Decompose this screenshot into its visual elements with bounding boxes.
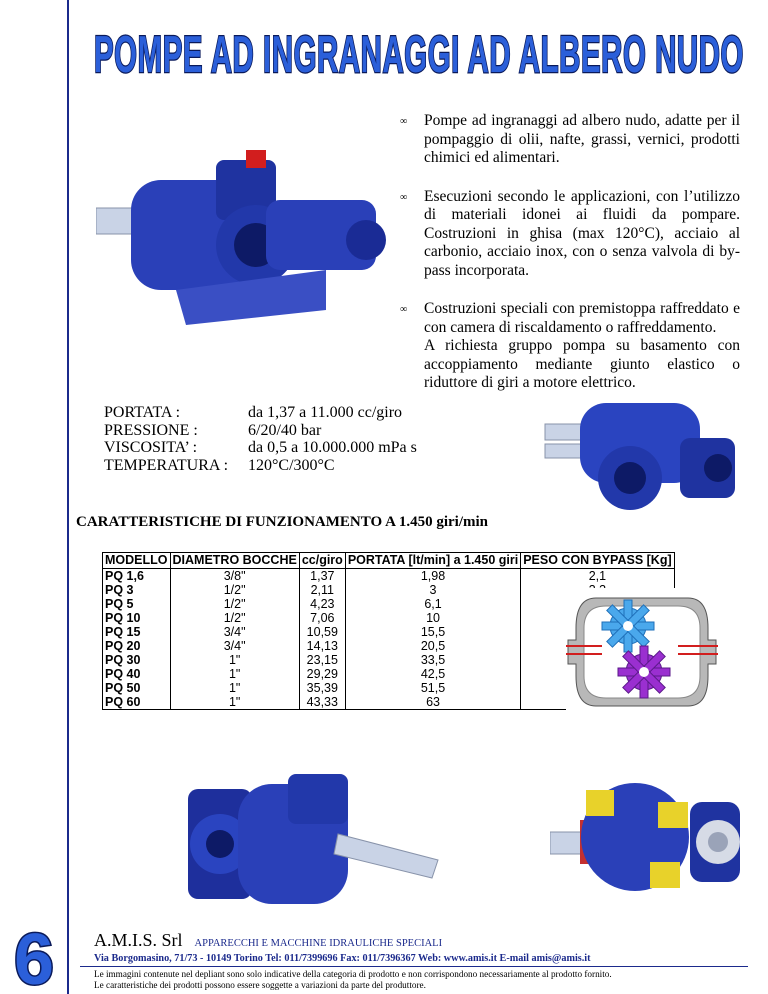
col-header-cc: cc/giro [299, 553, 345, 569]
spec-value: da 1,37 a 11.000 cc/giro [248, 404, 403, 421]
cell-flow: 63 [345, 695, 520, 710]
pump-image-heated [550, 762, 750, 912]
spec-label: VISCOSITA’ : [104, 439, 198, 456]
cell-flow: 10 [345, 611, 520, 625]
spec-row [104, 439, 417, 457]
cell-flow: 1,98 [345, 569, 520, 584]
table-row [103, 569, 675, 584]
bullet-icon: ∞ [400, 116, 408, 127]
feature-list [400, 112, 740, 413]
cell-diameter: 3/8" [170, 569, 299, 584]
cell-model: PQ 20 [105, 639, 141, 653]
cell-model: PQ 3 [105, 583, 134, 597]
page-number: 6 [13, 922, 55, 992]
disclaimer-line-2: Le caratteristiche dei prodotti possono essere soggette a variazioni da parte del produttore. [94, 980, 426, 990]
footer [94, 930, 746, 964]
cell-cc: 23,15 [299, 653, 345, 667]
cell-flow: 20,5 [345, 639, 520, 653]
section-title: CARATTERISTICHE DI FUNZIONAMENTO A 1.450 giri/min [76, 514, 489, 530]
spec-row [104, 422, 417, 440]
cell-diameter: 1" [170, 695, 299, 710]
col-header-weight: PESO CON BYPASS [Kg] [521, 553, 674, 569]
company-subtitle: APPARECCHI E MACCHINE IDRAULICHE SPECIALI [194, 938, 443, 949]
feature-item [400, 112, 740, 168]
cell-diameter: 3/4" [170, 639, 299, 653]
col-header-model: MODELLO [105, 553, 168, 567]
spec-row [104, 457, 417, 475]
cell-flow: 6,1 [345, 597, 520, 611]
spec-value: 120°C/300°C [248, 456, 335, 474]
spec-value: da 0,5 a 10.000.000 mPa s [248, 439, 417, 456]
pump-image-flanged [168, 774, 444, 922]
cell-model: PQ 60 [105, 695, 141, 709]
company-contact: Via Borgomasino, 71/73 - 10149 Torino Tel: 011/7399696 Fax: 011/7396367 Web: www.amis.it E-mail amis@amis.it [94, 953, 591, 964]
bullet-icon: ∞ [400, 304, 408, 315]
feature-item [400, 300, 740, 393]
cell-model: PQ 15 [105, 625, 141, 639]
footer-divider [80, 966, 748, 967]
title-text: POMPE AD INGRANAGGI AD ALBERO NUDO [94, 26, 744, 84]
feature-item [400, 188, 740, 281]
cell-cc: 4,23 [299, 597, 345, 611]
spec-value: 6/20/40 bar [248, 421, 322, 439]
page-title [86, 10, 752, 88]
feature-text-2: A richiesta gruppo pompa su basamento con accoppiamento mediante giunto elastico o riduttore di giri a motore elettrico. [424, 337, 740, 391]
cell-cc: 43,33 [299, 695, 345, 710]
col-header-flow: PORTATA [lt/min] a 1.450 giri [345, 553, 520, 569]
feature-text: Esecuzioni secondo le applicazioni, con l’utilizzo di materiali idonei ai fluidi da pompare. Costruzioni in ghisa (max 120°C), acciaio al carbonio, acciaio inox, con o senza valvola di by-pass incorporata. [424, 187, 740, 279]
page-number-badge [8, 922, 60, 992]
spec-list [104, 404, 417, 474]
cell-weight: 2,1 [521, 569, 674, 584]
cell-cc: 10,59 [299, 625, 345, 639]
cell-diameter: 1/2" [170, 597, 299, 611]
col-header-diameter: DIAMETRO BOCCHE [170, 553, 299, 569]
cell-model: PQ 30 [105, 653, 141, 667]
cell-diameter: 1/2" [170, 611, 299, 625]
cell-model: PQ 40 [105, 667, 141, 681]
margin-line [67, 0, 69, 994]
cell-diameter: 1" [170, 681, 299, 695]
feature-text: Pompe ad ingranaggi ad albero nudo, adatte per il pompaggio di olii, nafte, grassi, vernici, prodotti chimici ed alimentari. [424, 112, 740, 166]
disclaimer-line-1: Le immagini contenute nel depliant sono solo indicative della categoria di prodotto e non corrispondono necessariamente al prodotto fornito. [94, 969, 612, 979]
cell-model: PQ 10 [105, 611, 141, 625]
cell-flow: 33,5 [345, 653, 520, 667]
cell-flow: 15,5 [345, 625, 520, 639]
pump-image-side [96, 140, 386, 330]
cell-cc: 2,11 [299, 583, 345, 597]
cell-diameter: 1" [170, 653, 299, 667]
spec-row [104, 404, 417, 422]
cell-model: PQ 1,6 [105, 569, 144, 583]
cell-model: PQ 50 [105, 681, 141, 695]
cell-flow: 42,5 [345, 667, 520, 681]
cell-model: PQ 5 [105, 597, 134, 611]
cell-cc: 35,39 [299, 681, 345, 695]
cell-flow: 3 [345, 583, 520, 597]
bullet-icon: ∞ [400, 191, 408, 203]
cell-flow: 51,5 [345, 681, 520, 695]
disclaimer [94, 969, 612, 991]
spec-label: PRESSIONE : [104, 421, 198, 439]
cell-cc: 7,06 [299, 611, 345, 625]
gear-pump-diagram [566, 588, 718, 716]
pump-image-front [540, 398, 740, 516]
cell-diameter: 1/2" [170, 583, 299, 597]
company-name: A.M.I.S. Srl [94, 930, 183, 950]
cell-diameter: 3/4" [170, 625, 299, 639]
spec-label: PORTATA : [104, 404, 181, 421]
feature-text: Costruzioni speciali con premistoppa raffreddato e con camera di riscaldamento o raffreddamento. [424, 300, 740, 336]
cell-cc: 14,13 [299, 639, 345, 653]
cell-cc: 29,29 [299, 667, 345, 681]
cell-diameter: 1" [170, 667, 299, 681]
cell-cc: 1,37 [299, 569, 345, 584]
spec-label: TEMPERATURA : [104, 456, 229, 474]
